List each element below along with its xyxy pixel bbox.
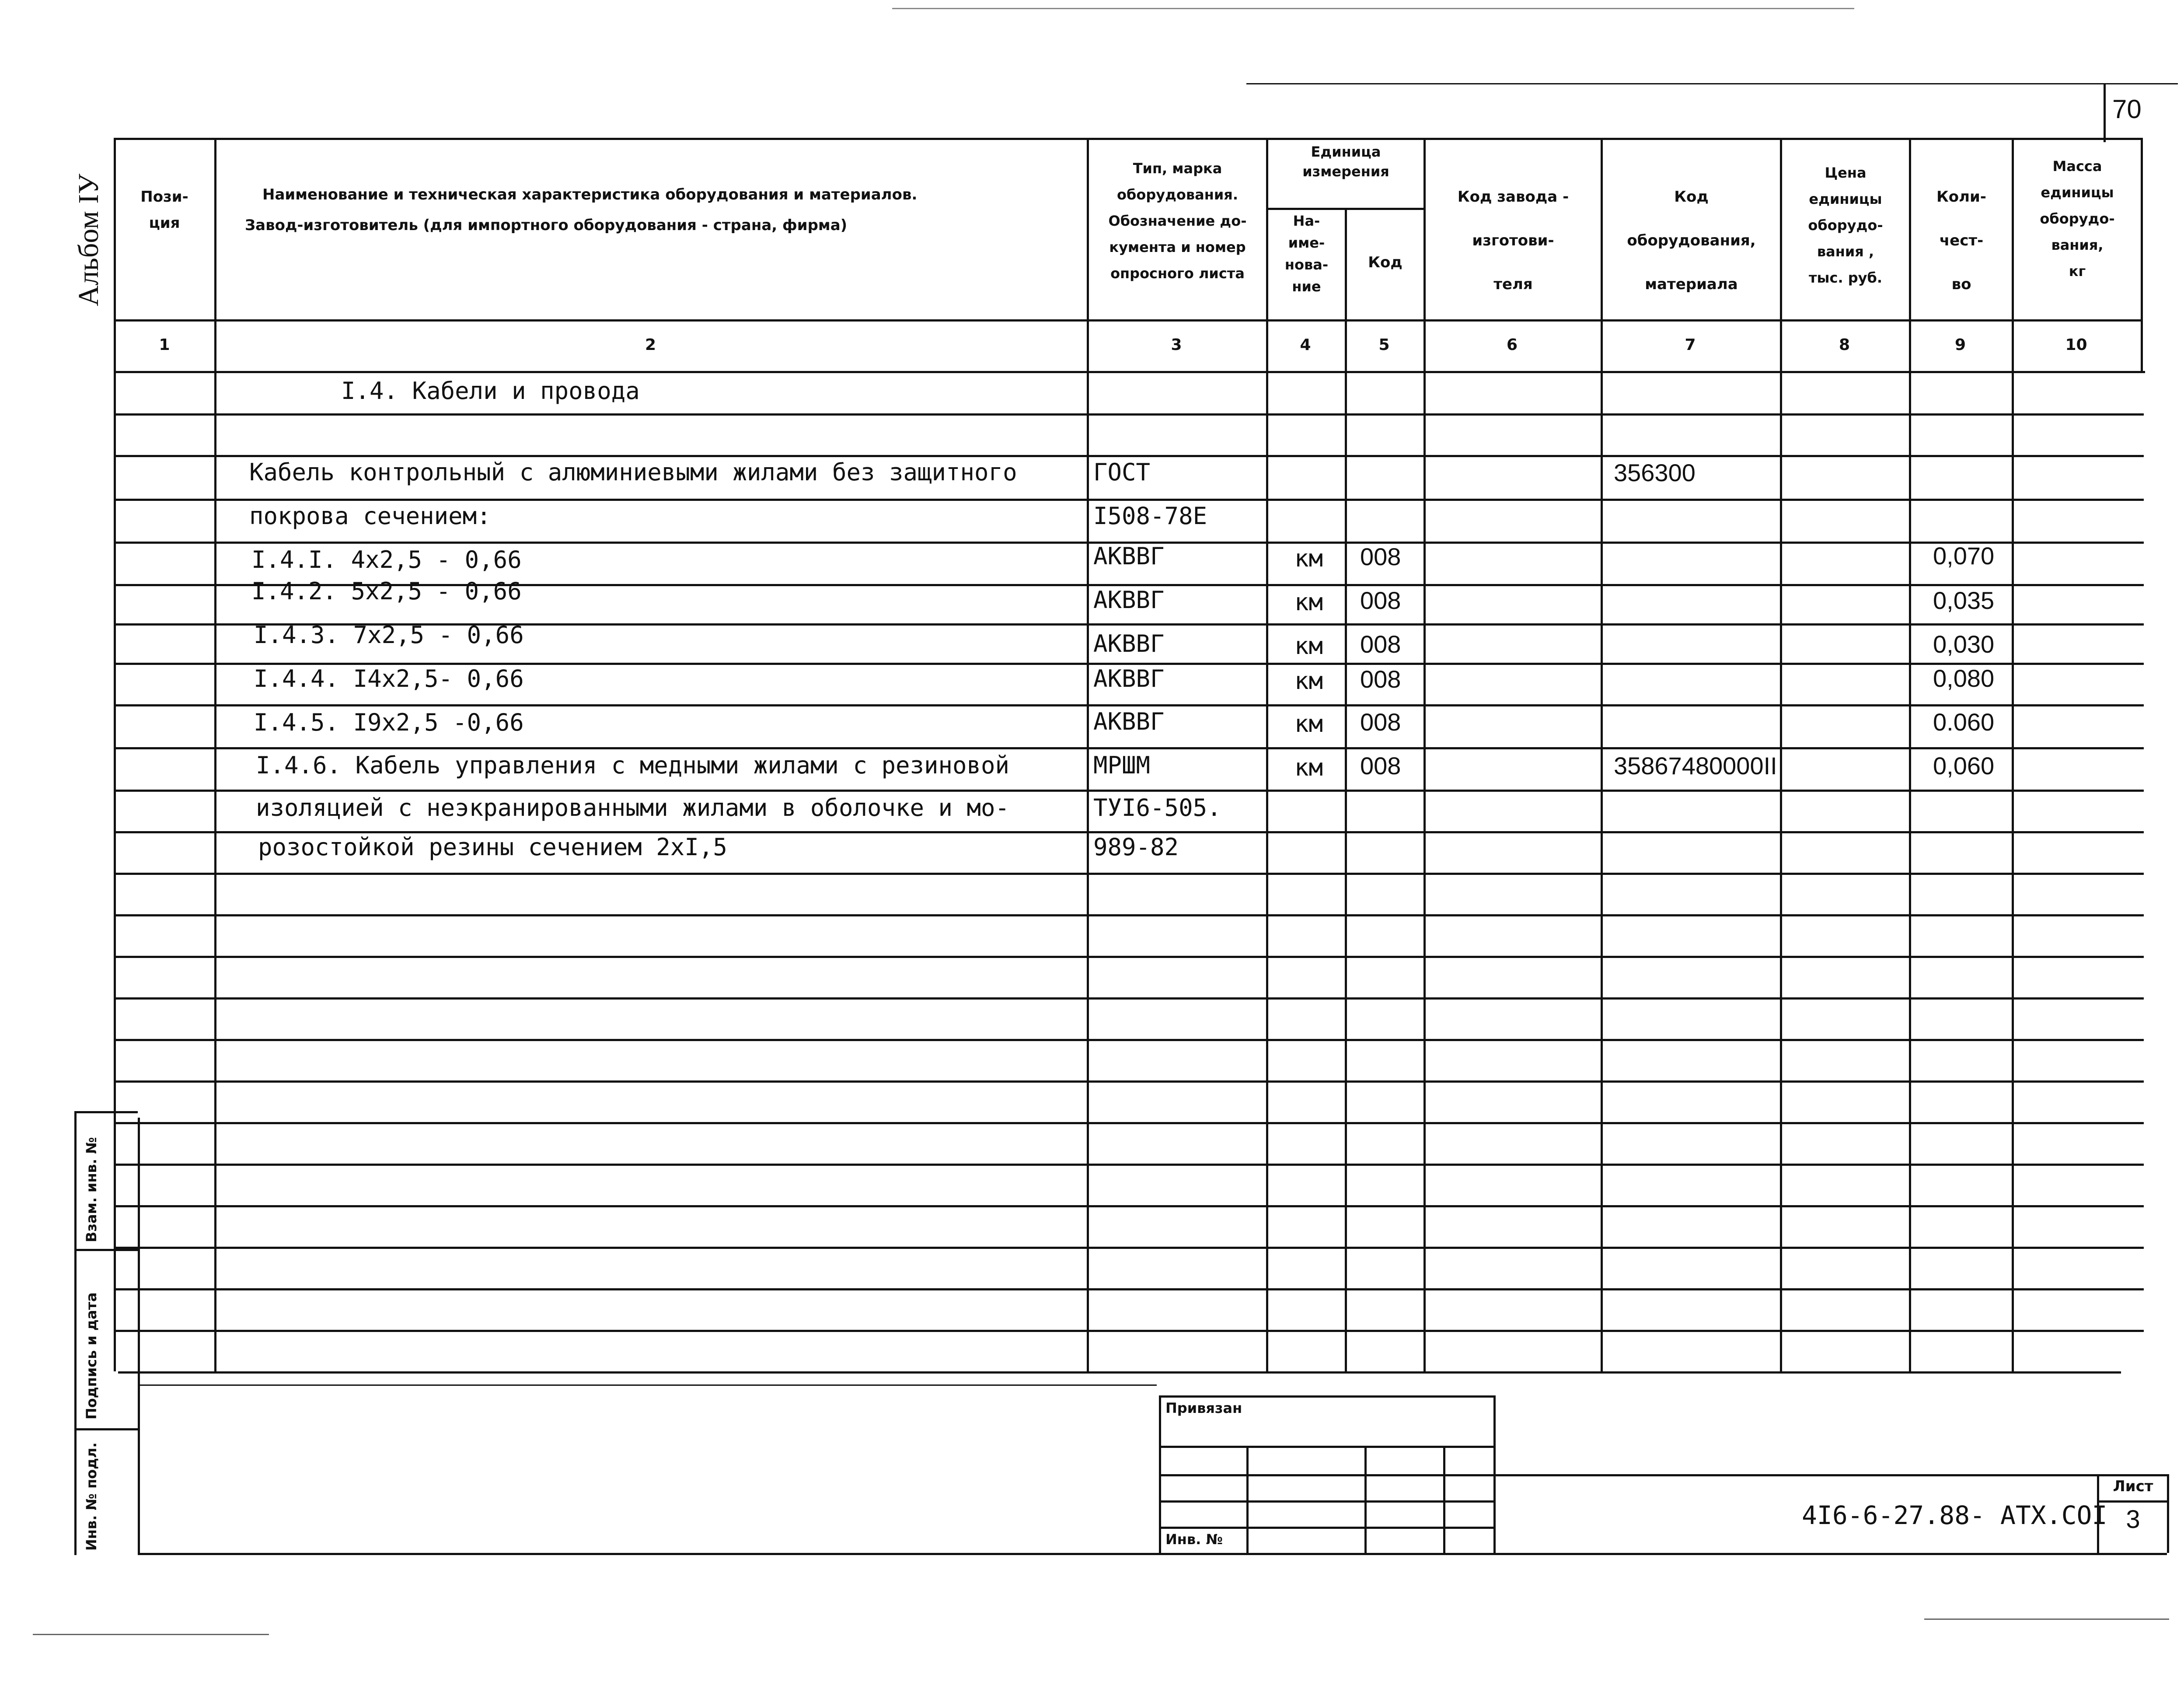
row-line (115, 914, 2144, 916)
item-quantity: 0,035 (1933, 587, 1995, 614)
frame-mid-left (138, 1384, 1157, 1386)
row-line (115, 1039, 2144, 1041)
header-equipment-code: Код оборудования, материала (1627, 188, 1756, 293)
row-line (115, 1330, 2144, 1332)
col-line-0 (114, 138, 116, 1371)
item-type: АКВВГ (1093, 542, 1165, 570)
item-unit-code: 008 (1360, 665, 1401, 693)
side-label-inventory: Инв. № подл. (83, 1442, 100, 1551)
table-top-border (114, 138, 2143, 140)
document-code: 4I6-6-27.88- АТХ.СОI (1802, 1500, 2107, 1530)
item-unit-code: 008 (1360, 587, 1401, 614)
row-line (115, 747, 2144, 749)
header-price: Цена единицы оборудо- вания , тыс. руб. (1808, 164, 1883, 286)
stamp-col2 (1364, 1446, 1367, 1553)
colnum-bottom-border (116, 371, 2145, 373)
side-block-top (74, 1111, 138, 1113)
sheet-label: Лист (2113, 1478, 2153, 1495)
side-block-left (74, 1111, 77, 1555)
side-label-replace: Взам. инв. № (83, 1137, 100, 1242)
item-unit: км (1294, 754, 1323, 781)
side-block-right (138, 1118, 140, 1555)
item-type: МРШМ (1093, 752, 1151, 779)
item-unit: км (1294, 667, 1323, 695)
header-type: Тип, марка оборудования. Обозначение до- кумента и номер опросного листа (1108, 160, 1247, 282)
stamp-attached-label: Привязан (1165, 1400, 1242, 1416)
item-equipment-code: 35867480000II (1614, 752, 1777, 780)
scan-mark (892, 8, 1854, 9)
row-line (115, 413, 2144, 416)
item-type: I508-78Е (1093, 502, 1207, 530)
table-bottom-border (118, 1371, 2121, 1374)
item-unit: км (1294, 710, 1323, 738)
item-quantity: 0.060 (1933, 708, 1995, 736)
scan-mark (33, 1634, 269, 1635)
colnum-5: 5 (1378, 336, 1390, 354)
frame-bottom (138, 1553, 2167, 1555)
row-line (115, 499, 2144, 501)
header-name: Наименование и техническая характеристика оборудования и материалов. Завод-изготовитель (для импортного оборудования - страна, фирма) (245, 186, 918, 234)
item-quantity: 0,070 (1933, 542, 1995, 570)
item-unit: км (1294, 545, 1323, 572)
colnum-8: 8 (1839, 336, 1850, 354)
item-quantity: 0,060 (1933, 752, 1995, 780)
item-name: I.4.4. I4х2,5- 0,66 (254, 665, 524, 692)
item-unit: км (1294, 588, 1323, 616)
header-position: Пози- ция (140, 188, 188, 232)
stamp-top (1159, 1395, 1496, 1398)
header-factory-code: Код завода - изготови- теля (1457, 188, 1569, 293)
colnum-10: 10 (2065, 336, 2087, 354)
stamp-inv-label: Инв. № (1165, 1531, 1223, 1548)
item-quantity: 0,080 (1933, 664, 1995, 692)
col-line-5 (1423, 138, 1426, 1371)
item-type: ГОСТ (1093, 458, 1151, 486)
col-line-10 (2141, 138, 2143, 372)
col-line-1 (214, 138, 216, 1371)
header-unit-name: На- име- нова- ние (1284, 213, 1329, 295)
colnum-3: 3 (1171, 336, 1182, 354)
item-name: I.4.3. 7х2,5 - 0,66 (254, 621, 524, 649)
stamp-col3 (1443, 1446, 1445, 1553)
stamp-col1 (1246, 1446, 1249, 1553)
item-type: АКВВГ (1093, 630, 1165, 657)
col-line-2 (1087, 138, 1089, 1371)
colnum-7: 7 (1685, 336, 1696, 354)
header-quantity: Коли- чест- во (1936, 188, 1986, 293)
row-line (115, 704, 2144, 706)
col-line-9 (2012, 138, 2014, 1371)
row-line (115, 790, 2144, 792)
item-type: АКВВГ (1093, 586, 1165, 614)
item-type: АКВВГ (1093, 708, 1165, 735)
row-line (115, 873, 2144, 875)
album-label: Альбом IУ (73, 174, 105, 306)
col-line-7 (1780, 138, 1782, 1371)
row-line (115, 1122, 2144, 1124)
item-name: покрова сечением: (249, 502, 491, 530)
side-block-div2 (74, 1428, 138, 1430)
row-line (115, 1205, 2144, 1207)
scan-mark (1924, 1619, 2169, 1620)
item-unit-code: 008 (1360, 543, 1401, 570)
sheet-box-mid (2097, 1500, 2167, 1503)
title-block-top (1496, 1474, 2169, 1476)
item-name: I.4.5. I9х2,5 -0,66 (254, 709, 524, 736)
colnum-2: 2 (645, 336, 656, 354)
header-bottom-border (114, 319, 2143, 322)
item-name: розостойкой резины сечением 2хI,5 (258, 833, 727, 861)
sheet-number: 3 (2126, 1505, 2140, 1534)
row-line (115, 1288, 2144, 1290)
row-line (115, 1164, 2144, 1166)
colnum-1: 1 (159, 336, 170, 354)
sheet-box-right (2167, 1474, 2169, 1553)
page-number: 70 (2112, 94, 2142, 124)
row-line (115, 956, 2144, 958)
item-unit-code: 008 (1360, 752, 1401, 780)
item-name: I.4.I. 4х2,5 - 0,66 (251, 546, 522, 573)
item-unit-code: 008 (1360, 630, 1401, 658)
item-type: АКВВГ (1093, 665, 1165, 692)
colnum-6: 6 (1506, 336, 1518, 354)
section-title: I.4. Кабели и провода (341, 377, 640, 405)
item-unit: км (1294, 632, 1323, 660)
row-line (115, 997, 2144, 1000)
item-type: 989-82 (1093, 833, 1179, 861)
side-block-div1 (74, 1249, 138, 1251)
col-line-6 (1601, 138, 1603, 1371)
col-line-8 (1909, 138, 1911, 1371)
col-line-3 (1266, 138, 1268, 1371)
item-equipment-code: 356300 (1614, 459, 1696, 486)
header-mass: Масса единицы оборудо- вания, кг (2040, 158, 2115, 280)
item-name: I.4.2. 5х2,5 - 0,66 (251, 577, 522, 605)
item-unit-code: 008 (1360, 708, 1401, 736)
item-type: ТУI6-505. (1093, 794, 1221, 822)
row-line (115, 1080, 2144, 1083)
page-number-box-left (2104, 83, 2106, 142)
item-name: изоляцией с неэкранированными жилами в оболочке и мо- (256, 794, 1010, 822)
header-unit-code: Код (1368, 254, 1403, 271)
row-line (115, 455, 2144, 457)
colnum-9: 9 (1954, 336, 1966, 354)
top-rule (1246, 83, 2178, 84)
row-line (115, 1247, 2144, 1249)
colnum-4: 4 (1300, 336, 1311, 354)
item-name: I.4.6. Кабель управления с медными жилами с резиновой (256, 752, 1010, 779)
item-name: Кабель контрольный с алюминиевыми жилами без защитного (249, 458, 1017, 486)
header-unit: Единица измерения (1302, 143, 1389, 180)
item-quantity: 0,030 (1933, 630, 1995, 658)
side-label-signature: Подпись и дата (83, 1292, 100, 1419)
